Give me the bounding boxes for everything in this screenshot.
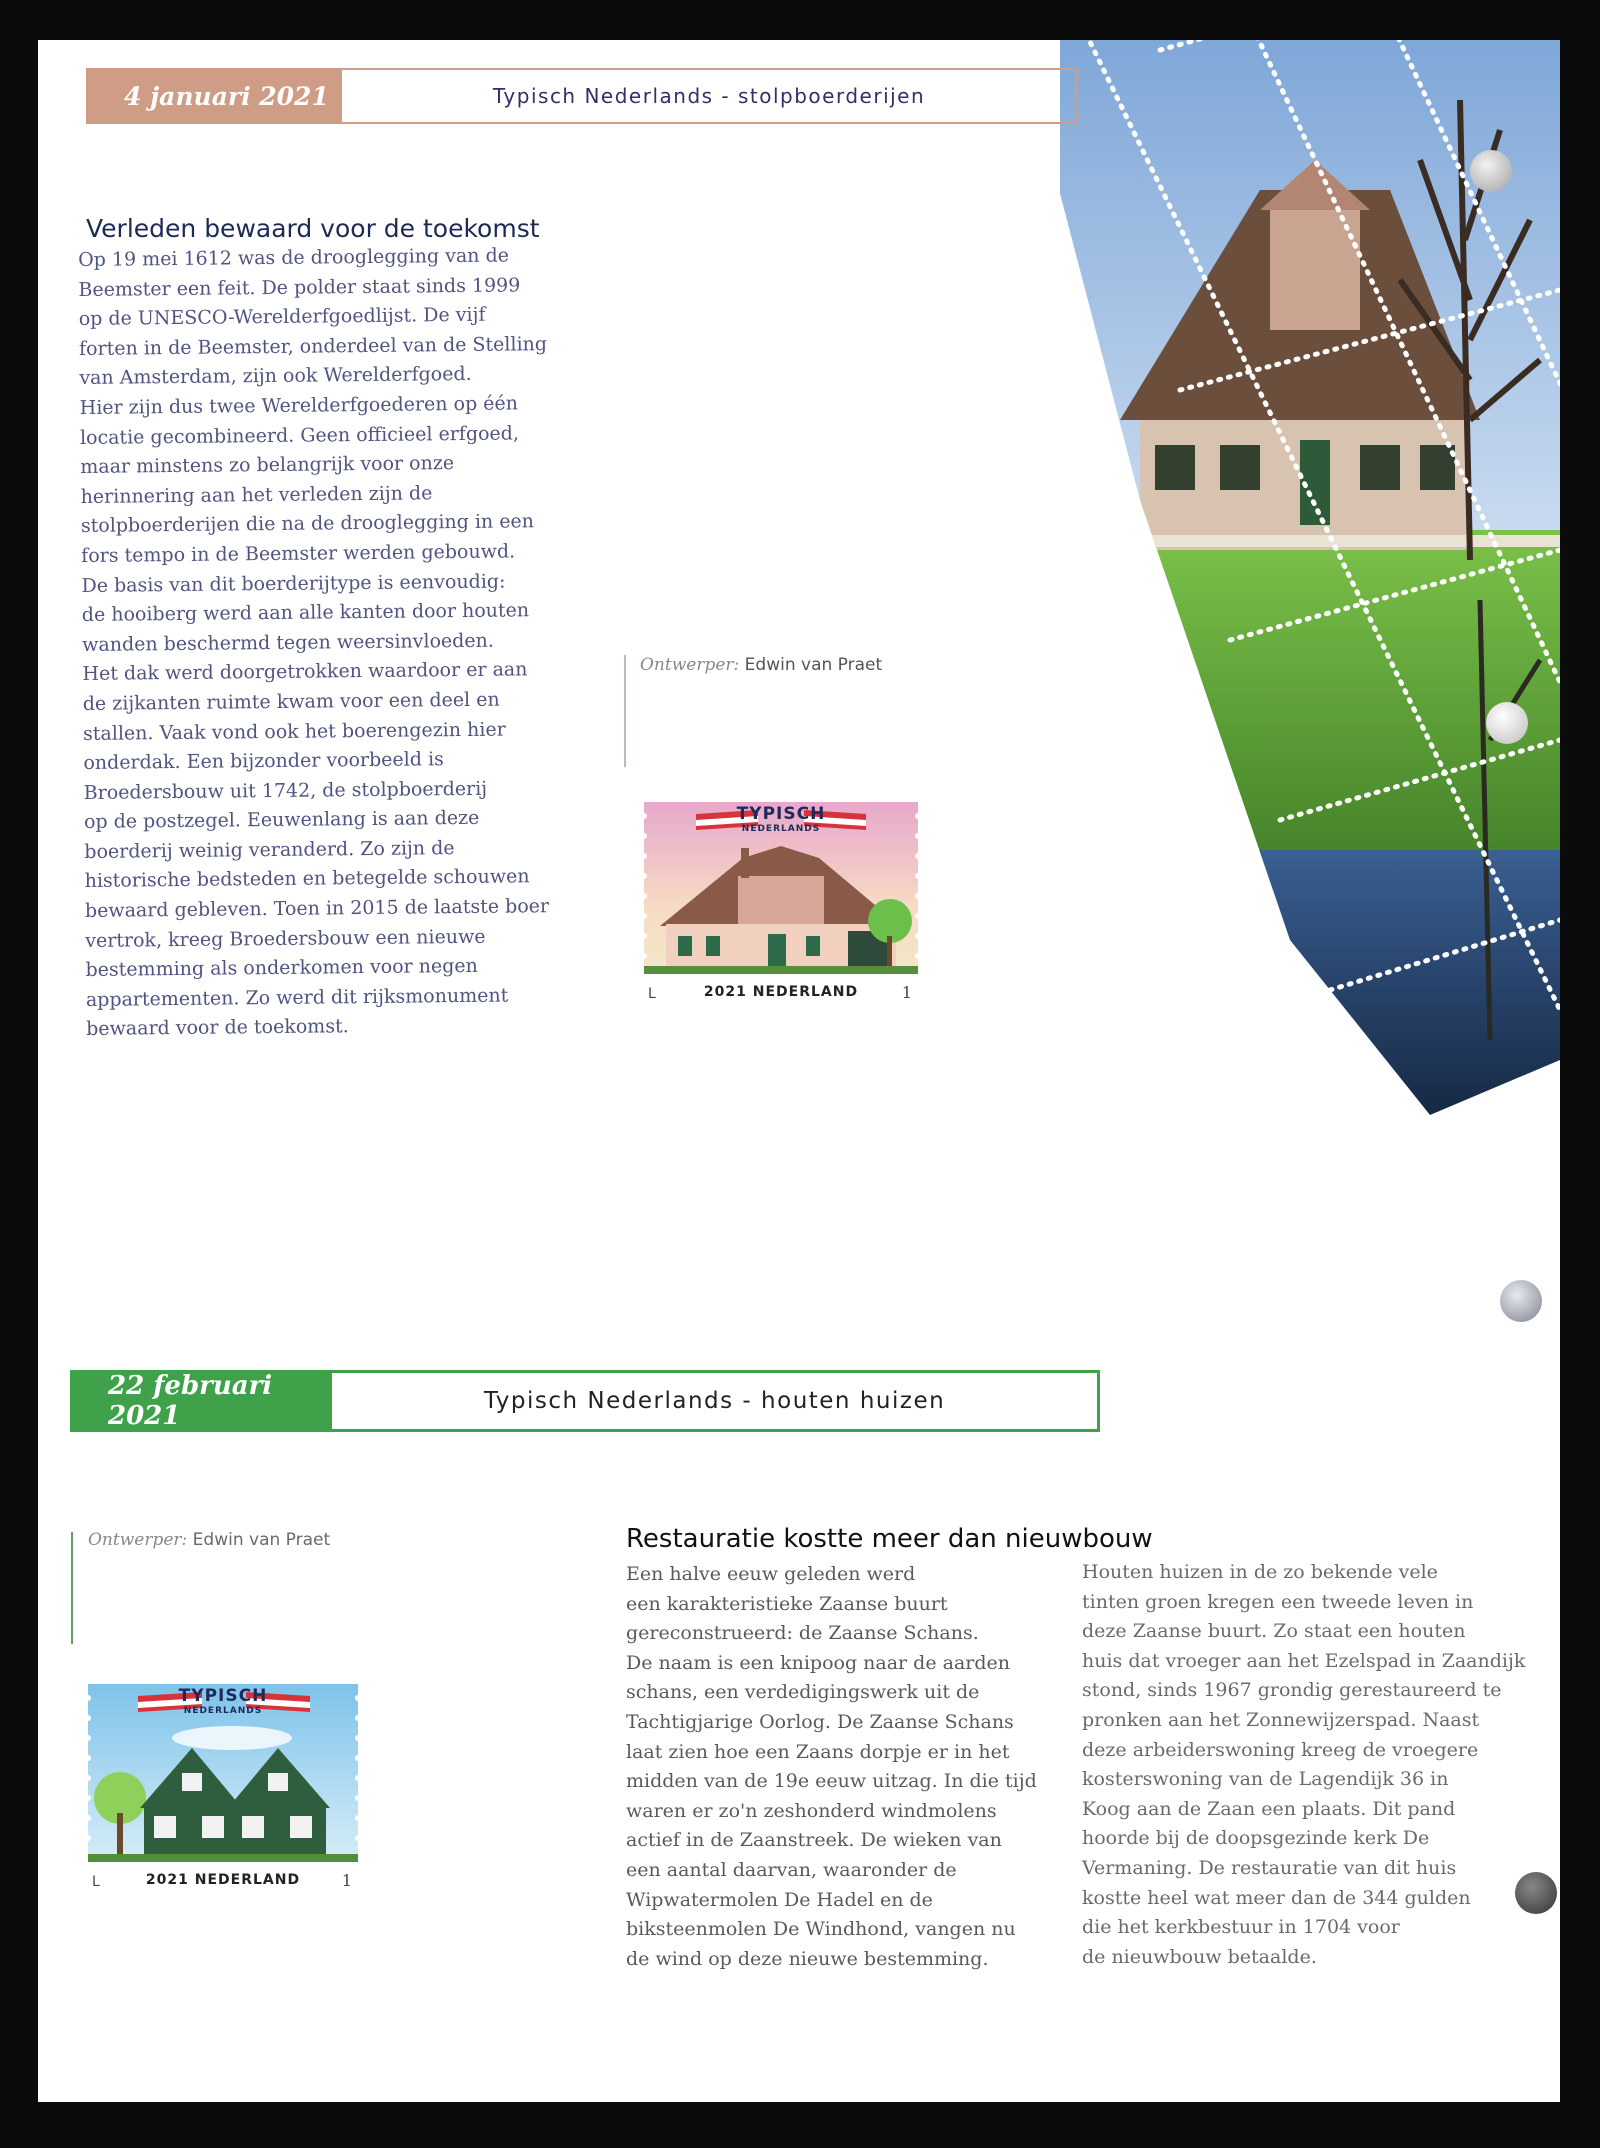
article-body <box>78 241 554 1045</box>
text-line: Houten huizen in de zo bekende vele <box>1082 1561 1438 1583</box>
designer-label: Ontwerper: <box>88 1530 188 1550</box>
designer-credit <box>640 655 882 675</box>
text-line: pronken aan het Zonnewijzerspad. Naast <box>1082 1708 1480 1731</box>
text-line: Een halve eeuw geleden werd <box>626 1563 916 1585</box>
text-line: op de postzegel. Eeuwenlang is aan deze <box>83 807 480 834</box>
text-line: Koog aan de Zaan een plaats. Dit pand <box>1082 1797 1456 1820</box>
text-line: forten in de Beemster, onderdeel van de Stelling <box>78 332 548 360</box>
farmhouse-photo <box>1060 40 1560 1120</box>
punch-hole <box>1515 1872 1557 1914</box>
text-line: Het dak werd doorgetrokken waardoor er aan <box>82 658 528 686</box>
text-line: maar minstens zo belangrijk voor onze <box>80 452 455 479</box>
article-column-2 <box>1082 1558 1525 1972</box>
section-header-stolpboerderijen <box>86 68 1078 124</box>
article-column-1 <box>626 1560 1037 1974</box>
designer-credit <box>88 1530 330 1550</box>
text-line: stallen. Vaak vond ook het boerengezin hier <box>82 718 506 745</box>
text-line: de zijkanten ruimte kwam voor een deel en <box>82 688 500 715</box>
punch-hole <box>1470 150 1512 192</box>
stamp-subtitle: NEDERLANDS <box>183 1706 263 1716</box>
stamp-title <box>638 804 924 834</box>
section-title: Typisch Nederlands - houten huizen <box>332 1370 1100 1432</box>
text-line: actief in de Zaanstreek. De wieken van <box>626 1829 1002 1852</box>
stamp-subtitle: NEDERLANDS <box>741 824 821 834</box>
text-line: herinnering aan het verleden zijn de <box>80 482 433 508</box>
text-line: schans, een verdedigingswerk uit de <box>626 1681 980 1704</box>
article-heading: Verleden bewaard voor de toekomst <box>86 214 540 243</box>
text-line: bewaard voor de toekomst. <box>86 1015 349 1041</box>
section-header-houten-huizen <box>70 1370 1100 1432</box>
text-line: Wipwatermolen De Hadel en de <box>626 1888 933 1911</box>
designer-divider <box>71 1532 73 1644</box>
text-line: tinten groen kregen een tweede leven in <box>1082 1590 1474 1613</box>
stamp-country: 2021 NEDERLAND <box>703 984 859 1000</box>
text-line: gereconstrueerd: de Zaanse Schans. <box>626 1622 979 1645</box>
text-line: waren er zo'n zeshonderd windmolens <box>626 1799 997 1822</box>
text-line: kosterswoning van de Lagendijk 36 in <box>1082 1768 1449 1791</box>
text-line: Op 19 mei 1612 was de drooglegging van de <box>78 244 510 271</box>
text-line: deze arbeiderswoning kreeg de vroegere <box>1082 1738 1479 1761</box>
stamp-value: 1 <box>341 1871 352 1890</box>
text-line: De naam is een knipoog naar de aarden <box>626 1651 1011 1674</box>
punch-hole <box>1500 1280 1542 1322</box>
designer-name: Edwin van Praet <box>192 1530 331 1550</box>
text-line: biksteenmolen De Windhond, vangen nu <box>626 1918 1016 1941</box>
text-line: Hier zijn dus twee Werelderfgoederen op één <box>79 392 519 419</box>
text-line: midden van de 19e eeuw uitzag. In die tijd <box>626 1770 1037 1793</box>
issue-date: 4 januari 2021 <box>86 68 342 124</box>
section-title: Typisch Nederlands - stolpboerderijen <box>342 68 1078 124</box>
text-line: onderdak. Een bijzonder voorbeeld is <box>83 748 444 775</box>
stamp-value: 1 <box>901 983 912 1002</box>
text-line: Vermaning. De restauratie van dit huis <box>1082 1856 1457 1879</box>
text-line: hoorde bij de doopsgezinde kerk De <box>1082 1827 1430 1850</box>
text-line: een karakteristieke Zaanse buurt <box>626 1592 948 1615</box>
text-line: Beemster een feit. De polder staat sinds 1999 <box>78 273 521 301</box>
stamp-corner-mark: L <box>92 1874 100 1890</box>
designer-label: Ontwerper: <box>640 655 740 675</box>
text-line: vertrok, kreeg Broedersbouw een nieuwe <box>85 925 486 952</box>
stamp-title <box>82 1686 364 1716</box>
text-line: appartementen. Zo werd dit rijksmonument <box>85 984 509 1011</box>
text-line: bewaard gebleven. Toen in 2015 de laatste boer <box>84 895 550 923</box>
article-heading: Restauratie kostte meer dan nieuwbouw <box>626 1524 1153 1554</box>
stamp-houten-huizen <box>82 1678 364 1892</box>
text-line: op de UNESCO-Werelderfgoedlijst. De vijf <box>78 303 486 331</box>
text-line: laat zien hoe een Zaans dorpje er in het <box>626 1740 1010 1763</box>
text-line: deze Zaanse buurt. Zo staat een houten <box>1082 1620 1466 1643</box>
text-line: stolpboerderijen die na de drooglegging in een <box>80 510 535 538</box>
text-line: een aantal daarvan, waaronder de <box>626 1858 957 1881</box>
text-line: stond, sinds 1967 grondig gerestaureerd te <box>1082 1679 1502 1702</box>
text-line: de nieuwbouw betaalde. <box>1082 1945 1317 1968</box>
text-line: locatie gecombineerd. Geen officieel erfgoed, <box>79 421 520 449</box>
text-line: fors tempo in de Beemster werden gebouwd. <box>81 540 516 567</box>
text-line: De basis van dit boerderijtype is eenvoudig: <box>81 570 506 597</box>
text-line: de hooiberg werd aan alle kanten door houten <box>81 599 530 627</box>
text-line: Tachtigjarige Oorlog. De Zaanse Schans <box>626 1710 1014 1733</box>
stamp-title-text: TYPISCH <box>178 1686 268 1706</box>
text-line: Broedersbouw uit 1742, de stolpboerderij <box>83 777 488 804</box>
text-line: huis dat vroeger aan het Ezelspad in Zaandijk <box>1082 1649 1526 1672</box>
designer-name: Edwin van Praet <box>744 655 883 675</box>
punch-hole <box>1486 702 1528 744</box>
text-line: boerderij weinig veranderd. Zo zijn de <box>84 836 455 863</box>
text-line: die het kerkbestuur in 1704 voor <box>1082 1916 1400 1939</box>
stamp-country: 2021 NEDERLAND <box>145 1872 301 1888</box>
text-line: kostte heel wat meer dan de 344 gulden <box>1082 1886 1471 1909</box>
issue-date: 22 februari 2021 <box>70 1370 332 1432</box>
stamp-stolpboerderij <box>638 796 924 1004</box>
text-line: van Amsterdam, zijn ook Werelderfgoed. <box>79 363 472 390</box>
text-line: historische bedsteden en betegelde schouwen <box>84 865 530 893</box>
stamp-title-text: TYPISCH <box>736 804 826 824</box>
text-line: bestemming als onderkomen voor negen <box>85 955 478 982</box>
designer-divider <box>624 655 626 767</box>
text-line: wanden beschermd tegen weersinvloeden. <box>82 629 495 656</box>
text-line: de wind op deze nieuwe bestemming. <box>626 1947 989 1970</box>
stamp-corner-mark: L <box>648 986 656 1002</box>
